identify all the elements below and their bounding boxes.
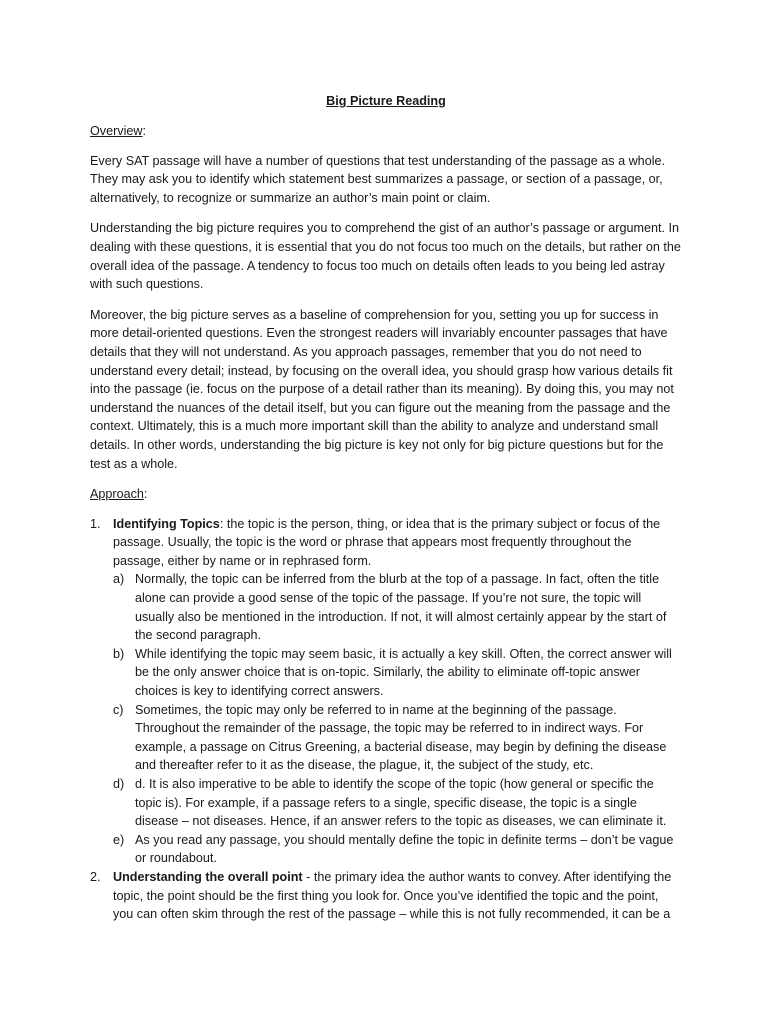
overview-heading-text: Overview — [90, 124, 143, 138]
approach-heading-text: Approach — [90, 487, 144, 502]
approach-heading-colon: : — [143, 487, 148, 502]
sublist-item-letter: e) — [113, 832, 125, 847]
sublist-item-letter: b) — [113, 646, 125, 661]
sublist-item-letter: a) — [113, 572, 125, 587]
sublist-item-text: As you read any passage, you should mentally define the topic in definite terms – don’t be vague or roundabout. — [135, 832, 674, 866]
approach-item-term: Identifying Topics — [113, 516, 220, 531]
sublist-item-c — [113, 701, 682, 775]
approach-item-body — [113, 515, 682, 868]
sublist-item-e — [113, 831, 682, 868]
approach-item-2 — [90, 868, 682, 924]
document-page — [90, 92, 682, 924]
sublist-item-a — [113, 570, 682, 644]
sublist-item-letter: d) — [113, 777, 125, 791]
document-title: Big Picture Reading — [326, 94, 446, 108]
approach-item-text: - the primary idea the author wants to convey. After identifying the topic, the point should be the first thing you look for. Once you’ve identified the topic and the point, you can often skim through the rest of the passage – while this is not fully recommended, it can be a — [113, 869, 672, 922]
overview-heading-colon: : — [142, 124, 146, 138]
overview-heading — [90, 122, 682, 141]
approach-sublist — [113, 570, 682, 868]
sublist-item-b — [113, 645, 682, 701]
approach-item-text: : the topic is the person, thing, or idea that is the primary subject or focus of the passage. Usually, the topic is the word or phrase that appears most frequently throughout the passage, either by name or in rephrased form. — [113, 516, 661, 568]
overview-paragraph-1: Every SAT passage will have a number of questions that test understanding of the passage as a whole. They may ask you to identify which statement best summarizes a passage, or section of a passage, or, alternatively, to recognize or summarize an author’s main point or claim. — [90, 153, 665, 205]
sublist-item-text: d. It is also imperative to be able to identify the scope of the topic (how general or specific the topic is). For example, if a passage refers to a single, specific disease, the topic is a single disease – not diseases. Hence, if an answer refers to the topic as diseases, we can eliminate it. — [135, 777, 667, 829]
overview-paragraph-2: Understanding the big picture requires you to comprehend the gist of an author’s passage or argument. In dealing with these questions, it is essential that you do not focus too much on the details, but rather on the overall idea of the passage. A tendency to focus too much on details often leads to you being led astray with such questions. — [90, 221, 681, 292]
sublist-item-text: While identifying the topic may seem basic, it is actually a key skill. Often, the correct answer will be the only answer choice that is on-topic. Similarly, the ability to eliminate off-topic answer choices is key to identifying correct answers. — [135, 646, 672, 699]
sublist-item-text: Normally, the topic can be inferred from the blurb at the top of a passage. In fact, often the title alone can provide a good sense of the topic of the passage. If you’re not sure, the topic will usually also be mentioned in the introduction. If not, it will almost certainly appear by the start of the second paragraph. — [135, 572, 667, 643]
approach-item-number: 1. — [90, 516, 101, 531]
sublist-item-text: Sometimes, the topic may only be referred to in name at the beginning of the passage. Throughout the remainder of the passage, the topic may be referred to in indirect ways. For example, a passage on Citrus Greening, a bacterial disease, may begin by defining the disease and thereafter refer to it as the disease, the plague, it, the subject of the study, etc. — [135, 702, 667, 773]
approach-item-term: Understanding the overall point — [113, 869, 303, 884]
approach-heading — [90, 485, 682, 504]
approach-item-1 — [90, 515, 682, 868]
overview-paragraph-3: Moreover, the big picture serves as a baseline of comprehension for you, setting you up for success in more detail-oriented questions. Even the strongest readers will invariably encounter passages that have details that they will not understand. As you approach passages, remember that you do not need to understand every detail; instead, by focusing on the overall idea, you should grasp how various details fit into the passage (ie. focus on the purpose of a detail rather than its meaning). By doing this, you may not understand the nuances of the detail itself, but you can figure out the meaning from the passage and the context. Ultimately, this is a much more important skill than the ability to analyze and understand small details. In other words, understanding the big picture is key not only for big picture questions but for the test as a whole. — [90, 307, 674, 471]
sublist-item-d — [113, 775, 682, 831]
sublist-item-letter: c) — [113, 702, 124, 717]
approach-item-number: 2. — [90, 869, 101, 884]
approach-item-body — [113, 868, 682, 924]
